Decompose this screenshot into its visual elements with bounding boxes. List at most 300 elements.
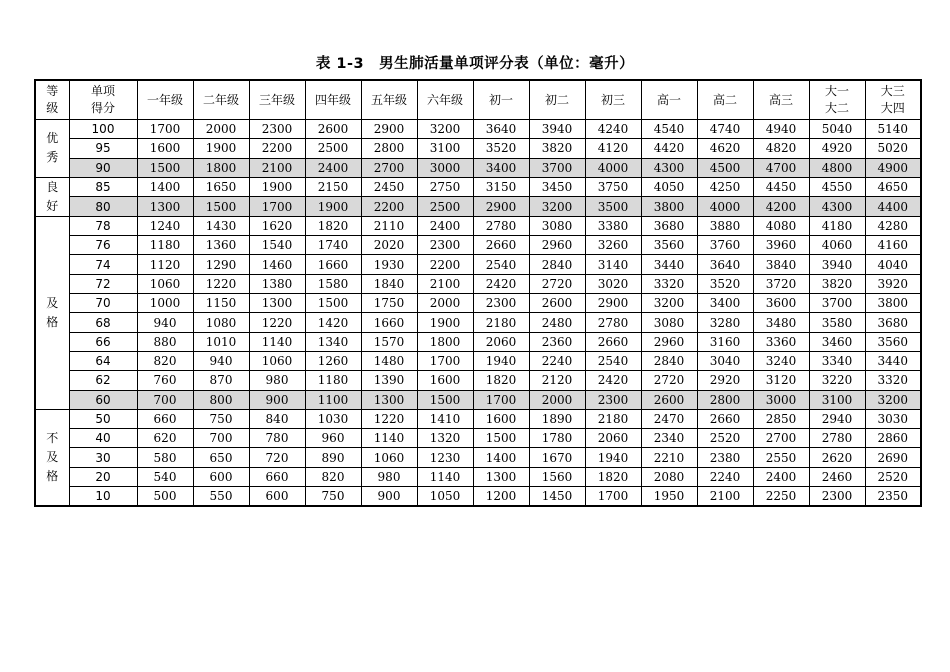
value-cell: 3100 <box>809 390 865 409</box>
value-cell: 1420 <box>305 313 361 332</box>
header-grade-level-label: 六年级 <box>426 92 463 107</box>
value-cell: 700 <box>193 429 249 448</box>
score-cell: 40 <box>69 429 137 448</box>
value-cell: 4050 <box>641 177 697 197</box>
grade-cell <box>35 177 69 216</box>
value-cell: 2520 <box>697 429 753 448</box>
value-cell: 2600 <box>529 294 585 313</box>
grade-cell <box>35 120 69 178</box>
value-cell: 2720 <box>529 274 585 293</box>
score-cell: 62 <box>69 371 137 390</box>
value-cell: 1060 <box>137 274 193 293</box>
table-title: 表 1-3 男生肺活量单项评分表（单位：毫升） <box>315 56 635 72</box>
value-cell: 2720 <box>641 371 697 390</box>
value-cell: 1840 <box>361 274 417 293</box>
value-cell: 720 <box>249 448 305 467</box>
score-cell: 76 <box>69 236 137 255</box>
value-cell: 1500 <box>417 390 473 409</box>
value-cell: 2700 <box>361 158 417 177</box>
value-cell: 3020 <box>585 274 641 293</box>
header-score-line: 得分 <box>90 101 115 115</box>
value-cell: 3200 <box>417 120 473 139</box>
value-cell: 1180 <box>305 371 361 390</box>
value-cell: 1290 <box>193 255 249 274</box>
header-grade-level-label: 二年级 <box>202 92 239 107</box>
value-cell: 2000 <box>529 390 585 409</box>
value-cell: 960 <box>305 429 361 448</box>
value-cell: 3440 <box>865 351 921 370</box>
value-cell: 2920 <box>697 371 753 390</box>
header-grade-level <box>137 80 193 120</box>
header-score-line: 单项 <box>90 84 115 98</box>
table-row <box>35 467 921 486</box>
value-cell: 550 <box>193 487 249 507</box>
header-grade-level <box>193 80 249 120</box>
value-cell: 1560 <box>529 467 585 486</box>
value-cell: 1300 <box>473 467 529 486</box>
header-grade-level-label: 一年级 <box>146 92 183 107</box>
grade-cell <box>35 409 69 506</box>
value-cell: 2400 <box>753 467 809 486</box>
value-cell: 2300 <box>809 487 865 507</box>
value-cell: 1100 <box>305 390 361 409</box>
value-cell: 900 <box>361 487 417 507</box>
header-grade-level <box>529 80 585 120</box>
value-cell: 3080 <box>529 216 585 235</box>
table-row <box>35 448 921 467</box>
value-cell: 4540 <box>641 120 697 139</box>
value-cell: 1220 <box>249 313 305 332</box>
value-cell: 3940 <box>529 120 585 139</box>
value-cell: 1300 <box>249 294 305 313</box>
value-cell: 2100 <box>249 158 305 177</box>
value-cell: 3340 <box>809 351 865 370</box>
table-row <box>35 158 921 177</box>
header-grade-level <box>361 80 417 120</box>
value-cell: 1600 <box>473 409 529 428</box>
value-cell: 780 <box>249 429 305 448</box>
value-cell: 1950 <box>641 487 697 507</box>
value-cell: 1410 <box>417 409 473 428</box>
value-cell: 3440 <box>641 255 697 274</box>
value-cell: 3320 <box>865 371 921 390</box>
header-grade-level-label: 大一 <box>824 84 849 98</box>
value-cell: 1080 <box>193 313 249 332</box>
score-cell: 60 <box>69 390 137 409</box>
score-cell: 95 <box>69 139 137 158</box>
value-cell: 2460 <box>809 467 865 486</box>
value-cell: 1050 <box>417 487 473 507</box>
value-cell: 3000 <box>417 158 473 177</box>
table-row <box>35 351 921 370</box>
value-cell: 1220 <box>361 409 417 428</box>
value-cell: 1460 <box>249 255 305 274</box>
value-cell: 2960 <box>529 236 585 255</box>
value-cell: 1660 <box>361 313 417 332</box>
value-cell: 2780 <box>473 216 529 235</box>
value-cell: 3320 <box>641 274 697 293</box>
value-cell: 3450 <box>529 177 585 197</box>
lung-capacity-score-table <box>34 79 922 507</box>
value-cell: 1500 <box>137 158 193 177</box>
value-cell: 4160 <box>865 236 921 255</box>
value-cell: 1140 <box>361 429 417 448</box>
table-row <box>35 487 921 507</box>
value-cell: 3260 <box>585 236 641 255</box>
value-cell: 4500 <box>697 158 753 177</box>
value-cell: 3030 <box>865 409 921 428</box>
score-cell: 50 <box>69 409 137 428</box>
table-row <box>35 332 921 351</box>
header-grade-level-label: 三年级 <box>258 92 295 107</box>
value-cell: 3400 <box>697 294 753 313</box>
value-cell: 2020 <box>361 236 417 255</box>
value-cell: 4650 <box>865 177 921 197</box>
value-cell: 750 <box>193 409 249 428</box>
value-cell: 1940 <box>473 351 529 370</box>
value-cell: 1570 <box>361 332 417 351</box>
value-cell: 2500 <box>305 139 361 158</box>
value-cell: 3560 <box>641 236 697 255</box>
header-grade <box>35 80 69 120</box>
value-cell: 820 <box>305 467 361 486</box>
value-cell: 2540 <box>473 255 529 274</box>
value-cell: 3880 <box>697 216 753 235</box>
value-cell: 3960 <box>753 236 809 255</box>
table-row <box>35 274 921 293</box>
value-cell: 2150 <box>305 177 361 197</box>
table-row <box>35 236 921 255</box>
value-cell: 3840 <box>753 255 809 274</box>
table-header <box>35 80 921 120</box>
value-cell: 760 <box>137 371 193 390</box>
value-cell: 1010 <box>193 332 249 351</box>
value-cell: 1140 <box>417 467 473 486</box>
value-cell: 3460 <box>809 332 865 351</box>
value-cell: 1340 <box>305 332 361 351</box>
value-cell: 1600 <box>137 139 193 158</box>
value-cell: 2780 <box>809 429 865 448</box>
header-grade-level <box>641 80 697 120</box>
value-cell: 1820 <box>473 371 529 390</box>
value-cell: 3160 <box>697 332 753 351</box>
score-cell: 85 <box>69 177 137 197</box>
value-cell: 2690 <box>865 448 921 467</box>
value-cell: 2420 <box>585 371 641 390</box>
header-grade-level <box>249 80 305 120</box>
header-grade-level <box>809 80 865 120</box>
header-grade-level <box>305 80 361 120</box>
score-cell: 90 <box>69 158 137 177</box>
value-cell: 4300 <box>809 197 865 217</box>
value-cell: 2300 <box>417 236 473 255</box>
value-cell: 4120 <box>585 139 641 158</box>
value-cell: 3640 <box>473 120 529 139</box>
header-grade-level-label: 高三 <box>768 92 793 107</box>
header-grade-level-label: 大三 <box>880 84 905 98</box>
value-cell: 1600 <box>417 371 473 390</box>
header-grade-level <box>585 80 641 120</box>
value-cell: 1820 <box>305 216 361 235</box>
value-cell: 2520 <box>865 467 921 486</box>
value-cell: 1890 <box>529 409 585 428</box>
value-cell: 3800 <box>865 294 921 313</box>
table-row <box>35 177 921 197</box>
grade-label-char: 不 <box>46 431 59 446</box>
value-cell: 2500 <box>417 197 473 217</box>
value-cell: 3200 <box>641 294 697 313</box>
value-cell: 1030 <box>305 409 361 428</box>
value-cell: 2300 <box>585 390 641 409</box>
table-row <box>35 313 921 332</box>
value-cell: 1700 <box>417 351 473 370</box>
value-cell: 2600 <box>305 120 361 139</box>
value-cell: 4620 <box>697 139 753 158</box>
value-cell: 3750 <box>585 177 641 197</box>
value-cell: 3480 <box>753 313 809 332</box>
value-cell: 3120 <box>753 371 809 390</box>
value-cell: 2900 <box>473 197 529 217</box>
table-row <box>35 120 921 139</box>
value-cell: 1060 <box>249 351 305 370</box>
value-cell: 4920 <box>809 139 865 158</box>
value-cell: 4040 <box>865 255 921 274</box>
table-row <box>35 139 921 158</box>
header-grade-line: 等 <box>46 84 59 98</box>
grade-label-char: 秀 <box>46 150 59 165</box>
value-cell: 1000 <box>137 294 193 313</box>
value-cell: 3760 <box>697 236 753 255</box>
value-cell: 2250 <box>753 487 809 507</box>
value-cell: 1380 <box>249 274 305 293</box>
score-cell: 64 <box>69 351 137 370</box>
value-cell: 1900 <box>249 177 305 197</box>
value-cell: 3380 <box>585 216 641 235</box>
value-cell: 1580 <box>305 274 361 293</box>
grade-label-char: 格 <box>46 469 59 484</box>
value-cell: 4000 <box>697 197 753 217</box>
header-score <box>69 80 137 120</box>
value-cell: 1480 <box>361 351 417 370</box>
value-cell: 1320 <box>417 429 473 448</box>
header-grade-level <box>753 80 809 120</box>
grade-label-char: 及 <box>46 295 59 310</box>
header-grade-level-label: 初二 <box>544 92 569 107</box>
value-cell: 4200 <box>753 197 809 217</box>
value-cell: 2300 <box>473 294 529 313</box>
value-cell: 4550 <box>809 177 865 197</box>
value-cell: 1500 <box>193 197 249 217</box>
value-cell: 1780 <box>529 429 585 448</box>
value-cell: 2080 <box>641 467 697 486</box>
value-cell: 2400 <box>305 158 361 177</box>
value-cell: 4450 <box>753 177 809 197</box>
grade-label-char: 良 <box>46 179 59 194</box>
score-cell: 30 <box>69 448 137 467</box>
value-cell: 1700 <box>137 120 193 139</box>
value-cell: 2340 <box>641 429 697 448</box>
table-row <box>35 429 921 448</box>
value-cell: 2200 <box>249 139 305 158</box>
value-cell: 2420 <box>473 274 529 293</box>
value-cell: 2840 <box>529 255 585 274</box>
value-cell: 900 <box>249 390 305 409</box>
value-cell: 660 <box>249 467 305 486</box>
value-cell: 4080 <box>753 216 809 235</box>
header-row <box>35 80 921 120</box>
value-cell: 1900 <box>193 139 249 158</box>
value-cell: 4000 <box>585 158 641 177</box>
value-cell: 3820 <box>809 274 865 293</box>
value-cell: 5140 <box>865 120 921 139</box>
value-cell: 4280 <box>865 216 921 235</box>
value-cell: 2400 <box>417 216 473 235</box>
value-cell: 600 <box>193 467 249 486</box>
value-cell: 1700 <box>249 197 305 217</box>
score-cell: 78 <box>69 216 137 235</box>
value-cell: 2940 <box>809 409 865 428</box>
table-row <box>35 255 921 274</box>
value-cell: 2700 <box>753 429 809 448</box>
table-row <box>35 216 921 235</box>
value-cell: 3280 <box>697 313 753 332</box>
value-cell: 1150 <box>193 294 249 313</box>
value-cell: 1300 <box>361 390 417 409</box>
value-cell: 1940 <box>585 448 641 467</box>
header-grade-level-label: 初一 <box>488 92 513 107</box>
value-cell: 1700 <box>585 487 641 507</box>
header-grade-level-label: 五年级 <box>370 92 407 107</box>
grade-label-char: 好 <box>46 198 59 213</box>
value-cell: 2660 <box>585 332 641 351</box>
value-cell: 1240 <box>137 216 193 235</box>
value-cell: 1180 <box>137 236 193 255</box>
value-cell: 3140 <box>585 255 641 274</box>
value-cell: 2860 <box>865 429 921 448</box>
value-cell: 4740 <box>697 120 753 139</box>
value-cell: 2120 <box>529 371 585 390</box>
value-cell: 1620 <box>249 216 305 235</box>
table-row <box>35 294 921 313</box>
value-cell: 2240 <box>529 351 585 370</box>
value-cell: 2210 <box>641 448 697 467</box>
score-cell: 100 <box>69 120 137 139</box>
value-cell: 2450 <box>361 177 417 197</box>
value-cell: 1300 <box>137 197 193 217</box>
value-cell: 4820 <box>753 139 809 158</box>
value-cell: 1260 <box>305 351 361 370</box>
value-cell: 540 <box>137 467 193 486</box>
value-cell: 3720 <box>753 274 809 293</box>
value-cell: 1060 <box>361 448 417 467</box>
value-cell: 3920 <box>865 274 921 293</box>
value-cell: 5020 <box>865 139 921 158</box>
value-cell: 4060 <box>809 236 865 255</box>
value-cell: 3820 <box>529 139 585 158</box>
value-cell: 650 <box>193 448 249 467</box>
value-cell: 2240 <box>697 467 753 486</box>
value-cell: 2100 <box>697 487 753 507</box>
grade-label-char: 及 <box>46 450 59 465</box>
value-cell: 660 <box>137 409 193 428</box>
value-cell: 2200 <box>361 197 417 217</box>
grade-label-char: 格 <box>46 314 59 329</box>
value-cell: 2850 <box>753 409 809 428</box>
score-cell: 66 <box>69 332 137 351</box>
score-cell: 72 <box>69 274 137 293</box>
value-cell: 890 <box>305 448 361 467</box>
value-cell: 1750 <box>361 294 417 313</box>
header-grade-level <box>865 80 921 120</box>
value-cell: 3700 <box>809 294 865 313</box>
value-cell: 2660 <box>473 236 529 255</box>
value-cell: 4940 <box>753 120 809 139</box>
table-row <box>35 371 921 390</box>
value-cell: 2060 <box>473 332 529 351</box>
value-cell: 1140 <box>249 332 305 351</box>
value-cell: 750 <box>305 487 361 507</box>
header-grade-level <box>473 80 529 120</box>
value-cell: 3200 <box>865 390 921 409</box>
value-cell: 3080 <box>641 313 697 332</box>
value-cell: 2060 <box>585 429 641 448</box>
value-cell: 2480 <box>529 313 585 332</box>
value-cell: 2180 <box>585 409 641 428</box>
value-cell: 600 <box>249 487 305 507</box>
value-cell: 3500 <box>585 197 641 217</box>
value-cell: 4800 <box>809 158 865 177</box>
value-cell: 1930 <box>361 255 417 274</box>
value-cell: 3220 <box>809 371 865 390</box>
value-cell: 2470 <box>641 409 697 428</box>
value-cell: 1400 <box>473 448 529 467</box>
header-grade-level-label: 高一 <box>656 92 681 107</box>
value-cell: 2900 <box>585 294 641 313</box>
value-cell: 2540 <box>585 351 641 370</box>
value-cell: 4420 <box>641 139 697 158</box>
value-cell: 3800 <box>641 197 697 217</box>
value-cell: 870 <box>193 371 249 390</box>
value-cell: 2550 <box>753 448 809 467</box>
value-cell: 580 <box>137 448 193 467</box>
value-cell: 1120 <box>137 255 193 274</box>
value-cell: 4900 <box>865 158 921 177</box>
value-cell: 980 <box>249 371 305 390</box>
value-cell: 820 <box>137 351 193 370</box>
value-cell: 1500 <box>473 429 529 448</box>
value-cell: 2360 <box>529 332 585 351</box>
value-cell: 980 <box>361 467 417 486</box>
value-cell: 2600 <box>641 390 697 409</box>
value-cell: 3560 <box>865 332 921 351</box>
value-cell: 800 <box>193 390 249 409</box>
value-cell: 1700 <box>473 390 529 409</box>
value-cell: 620 <box>137 429 193 448</box>
value-cell: 2180 <box>473 313 529 332</box>
value-cell: 940 <box>137 313 193 332</box>
value-cell: 1900 <box>305 197 361 217</box>
value-cell: 2380 <box>697 448 753 467</box>
value-cell: 4180 <box>809 216 865 235</box>
value-cell: 3680 <box>865 313 921 332</box>
value-cell: 5040 <box>809 120 865 139</box>
value-cell: 4250 <box>697 177 753 197</box>
value-cell: 3640 <box>697 255 753 274</box>
value-cell: 3400 <box>473 158 529 177</box>
value-cell: 3100 <box>417 139 473 158</box>
value-cell: 2750 <box>417 177 473 197</box>
value-cell: 2620 <box>809 448 865 467</box>
